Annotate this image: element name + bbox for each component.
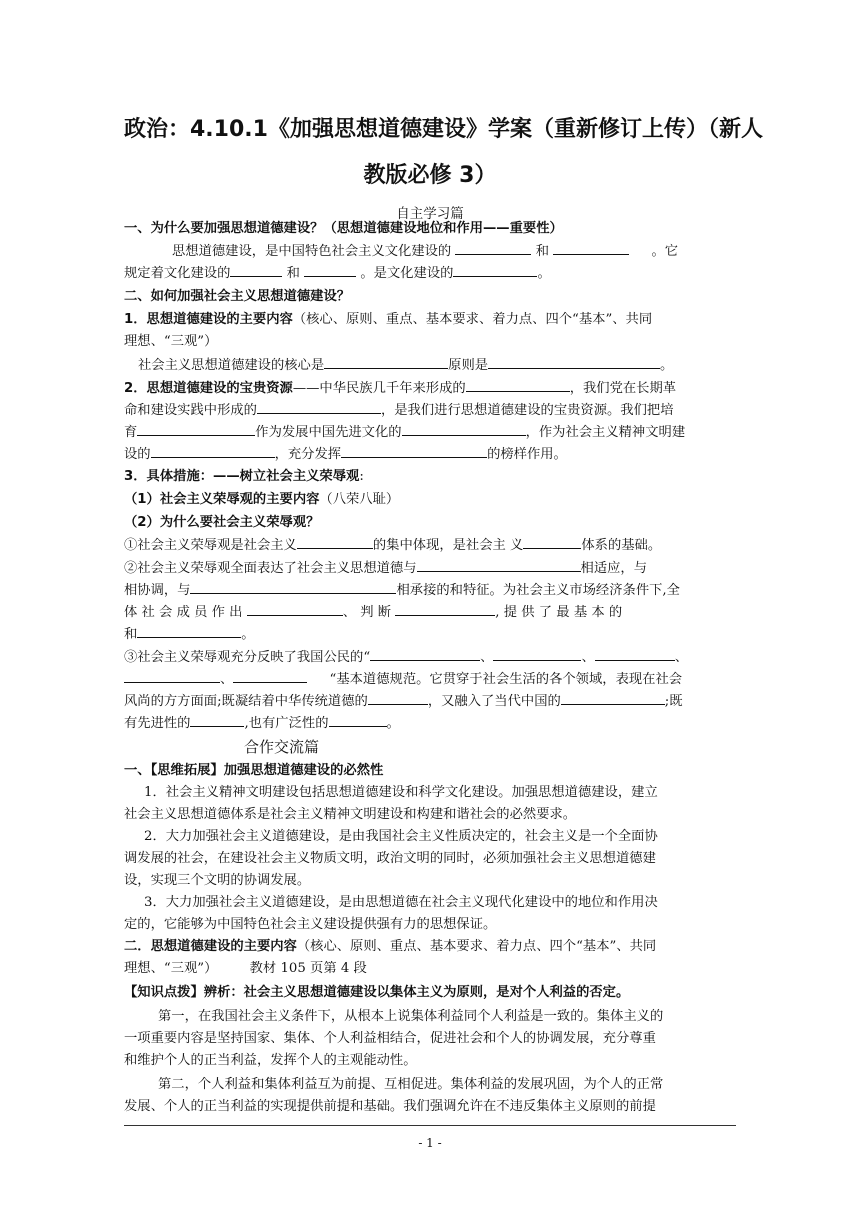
blank: [561, 690, 665, 705]
blank: [137, 421, 255, 436]
text: 、: [674, 650, 689, 665]
text: ②社会主义荣辱观全面表达了社会主义思想道德与: [124, 561, 417, 576]
text: 社会主义思想道德建设的核心是: [138, 358, 325, 373]
q2-item2-line4: [124, 443, 567, 466]
blank: [257, 399, 381, 414]
q1-line2: [124, 262, 551, 285]
q2-item2-line3: [124, 421, 685, 444]
text: 风尚的方方面面;既凝结着中华传统道德的: [124, 694, 368, 709]
text: ，我们党在长期革: [569, 381, 677, 396]
text: “基本道德规范。它贯穿于社会生活的各个领域，表现在社会: [329, 672, 683, 687]
text: 和: [286, 266, 300, 281]
honor-point3-line3: [124, 690, 683, 713]
text: 3．具体措施：——树立社会主义荣辱观: [124, 469, 360, 484]
blank: [493, 646, 581, 661]
blank: [297, 534, 373, 549]
text: 的榜样作用。: [487, 447, 567, 462]
q2-item3: [124, 466, 364, 488]
blank: [324, 354, 448, 369]
q2-item1: [124, 309, 652, 331]
text: 、: [581, 650, 595, 665]
textbook-reference: 教材 105 页第 4 段: [249, 961, 367, 976]
text: ，又融入了当代中国的: [427, 694, 561, 709]
blank: [137, 623, 241, 638]
blank: [329, 712, 387, 727]
page-number: - 1 -: [418, 1136, 442, 1150]
text: 体系的基础。: [581, 538, 662, 553]
blank: [553, 240, 629, 255]
text: 。: [660, 358, 674, 373]
coop-heading1: 一、【思维拓展】加强思想道德建设的必然性: [124, 763, 384, 778]
second-point-line2: 发展、个人的正当利益的实现提供前提和基础。我们强调允许在不违反集体主义原则的前提: [124, 1099, 656, 1114]
document-title-line1: 政治：4.10.1《加强思想道德建设》学案（重新修订上传）（新人: [124, 117, 763, 142]
blank: [455, 240, 531, 255]
text: 作为发展中国先进文化的: [255, 425, 402, 440]
text: ;既: [664, 694, 683, 709]
text: 。: [241, 627, 255, 642]
coop-heading2-line2: [124, 958, 367, 980]
text: 有先进性的: [124, 716, 191, 731]
blank: [488, 354, 660, 369]
q1-heading: 一、为什么要加强思想道德建设？（思想道德建设地位和作用——重要性）: [124, 221, 563, 236]
text: 设的: [124, 447, 151, 462]
text: 。是文化建设的: [360, 266, 454, 281]
honor-point2-line4: [124, 623, 255, 646]
first-point-line1: 第一，在我国社会主义条件下，从根本上说集体利益同个人利益是一致的。集体主义的: [158, 1009, 664, 1024]
text: 。: [537, 266, 551, 281]
coop-p1-line2: 社会主义思想道德体系是社会主义精神文明建设和构建和谐社会的必然要求。: [124, 807, 577, 822]
blank: [233, 668, 307, 683]
blank: [190, 712, 244, 727]
coop-p1-line1: 1．社会主义精神文明建设包括思想道德建设和科学文化建设。加强思想道德建设，建立: [144, 785, 658, 800]
text: 思想道德建设，是中国特色社会主义文化建设的: [172, 244, 452, 259]
honor-point2-line2: [124, 579, 680, 602]
blank: [341, 443, 487, 458]
blank: [151, 443, 275, 458]
text: , 提 供 了 最 基 本 的: [495, 605, 623, 620]
honor-point2-line3: [124, 601, 622, 624]
blank: [402, 421, 526, 436]
footer-divider: [124, 1125, 736, 1126]
text: 相适应，与: [580, 561, 648, 576]
blank: [190, 579, 396, 594]
honor-point3-line1: [124, 646, 688, 669]
honor-point3-line4: [124, 712, 400, 735]
document-title-line2: 教版必修 3）: [363, 163, 497, 188]
blank: [395, 601, 495, 616]
q1-line1: [172, 240, 678, 263]
knowledge-tip: 【知识点拨】辨析：社会主义思想道德建设以集体主义为原则，是对个人利益的否定。: [124, 985, 630, 1000]
text: ，作为社会主义精神文明建: [525, 425, 686, 440]
text: （1）社会主义荣辱观的主要内容: [124, 492, 320, 507]
text: 二．思想道德建设的主要内容: [124, 939, 297, 954]
q2-heading: 二、如何加强社会主义思想道德建设？: [124, 289, 351, 304]
text: 体 社 会 成 员 作 出: [124, 605, 243, 620]
first-point-line2: 一项重要内容是坚持国家、集体、个人利益相结合，促进社会和个人的协调发展，充分尊重: [124, 1031, 656, 1046]
text: 规定着文化建设的: [124, 266, 231, 281]
text: :: [359, 469, 364, 484]
q2-sub2: （2）为什么要社会主义荣辱观？: [124, 515, 320, 530]
blank: [230, 262, 282, 277]
honor-point3-line2: [124, 668, 682, 691]
honor-point1: [124, 534, 661, 557]
text: 育: [124, 425, 138, 440]
text: 、: [220, 672, 234, 687]
q2-sub1: [124, 489, 399, 511]
text: 、 判 断: [342, 605, 392, 620]
text: ——中华民族几千年来形成的: [292, 381, 466, 396]
text: （八荣八耻）: [319, 492, 400, 507]
q2-item2-line2: [124, 399, 674, 422]
text: 1．思想道德建设的主要内容: [124, 312, 293, 327]
coop-p3-line1: 3．大力加强社会主义道德建设，是由思想道德在社会主义现代化建设中的地位和作用决: [144, 895, 658, 910]
text: 相承接的和特征。为社会主义市场经济条件下,全: [396, 583, 680, 598]
q2-core-line: [138, 354, 673, 377]
text: 和: [535, 244, 549, 259]
blank: [595, 646, 675, 661]
blank: [523, 534, 581, 549]
text: ,也有广泛性的: [244, 716, 329, 731]
coop-p2-line1: 2．大力加强社会主义道德建设，是由我国社会主义性质决定的，社会主义是一个全面协: [144, 829, 658, 844]
text: 。它: [651, 244, 679, 259]
text: ，充分发挥: [274, 447, 342, 462]
text: 2．思想道德建设的宝贵资源: [124, 381, 293, 396]
text: 相协调，与: [124, 583, 191, 598]
coop-heading2: [124, 936, 656, 958]
second-point-line1: 第二，个人利益和集体利益互为前提、互相促进。集体利益的发展巩固，为个人的正常: [158, 1077, 664, 1092]
text: 和: [124, 627, 138, 642]
coop-p3-line2: 定的，它能够为中国特色社会主义建设提供强有力的思想保证。: [124, 917, 497, 932]
text: 、: [480, 650, 494, 665]
section-cooperation: 合作交流篇: [244, 738, 320, 756]
text: ①社会主义荣辱观是社会主义: [124, 538, 297, 553]
blank: [304, 262, 356, 277]
text: ，是我们进行思想道德建设的宝贵资源。我们把培: [380, 403, 674, 418]
q2-item1-line2: 理想、“三观”）: [124, 334, 218, 349]
text: ③社会主义荣辱观充分反映了我国公民的“: [124, 650, 371, 665]
blank: [247, 601, 343, 616]
honor-point2-line1: [124, 557, 647, 580]
first-point-line3: 和维护个人的正当利益，发挥个人的主观能动性。: [124, 1053, 417, 1068]
text: 的集中体现，是社会主 义: [372, 538, 524, 553]
text: 理想、“三观”）: [124, 961, 218, 976]
coop-p2-line2: 调发展的社会，在建设社会主义物质文明，政治文明的同时，必须加强社会主义思想道德建: [124, 851, 656, 866]
section-self-study: 自主学习篇: [396, 206, 464, 222]
text: 。: [386, 716, 400, 731]
blank: [368, 690, 428, 705]
text: （核心、原则、重点、基本要求、着力点、四个“基本”、共同: [292, 312, 653, 327]
q2-item2-line1: [124, 377, 676, 400]
blank: [124, 668, 220, 683]
text: （核心、原则、重点、基本要求、着力点、四个“基本”、共同: [296, 939, 657, 954]
blank: [417, 557, 581, 572]
blank: [466, 377, 570, 392]
blank: [453, 262, 537, 277]
blank: [370, 646, 480, 661]
coop-p2-line3: 设，实现三个文明的协调发展。: [124, 873, 311, 888]
text: 原则是: [448, 358, 489, 373]
text: 命和建设实践中形成的: [124, 403, 257, 418]
